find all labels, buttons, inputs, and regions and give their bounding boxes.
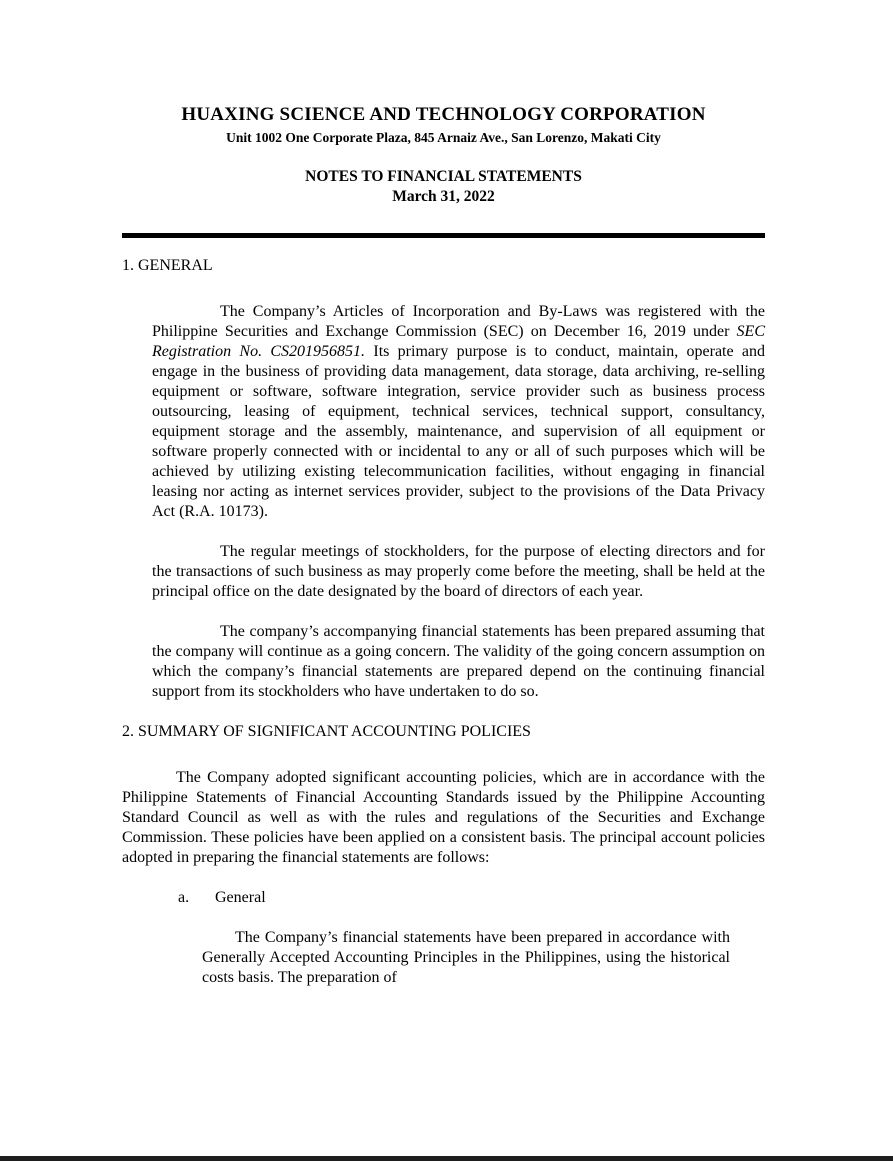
company-address: Unit 1002 One Corporate Plaza, 845 Arnaiz Ave., San Lorenzo, Makati City (226, 130, 661, 145)
document-date: March 31, 2022 (392, 188, 495, 205)
company-name: HUAXING SCIENCE AND TECHNOLOGY CORPORATION (181, 104, 706, 125)
header-rule (122, 233, 765, 238)
document-title: NOTES TO FINANCIAL STATEMENTS (305, 168, 582, 185)
section-general (122, 256, 765, 702)
section-2-heading: 2. SUMMARY OF SIGNIFICANT ACCOUNTING POLICIES (122, 723, 531, 740)
list-item-a (178, 888, 765, 908)
general-paragraph-3: The company’s accompanying financial statements has been prepared assuming that the company will continue as a going concern. The validity of the going concern assumption on which the company’s financial statements are prepared depend on the continuing financial support from its stockholders who have undertaken to do so. (152, 623, 765, 700)
section-accounting-policies (122, 722, 765, 988)
section-1-heading: 1. GENERAL (122, 257, 213, 274)
list-item-a-label: General (215, 889, 266, 906)
general-paragraph-2: The regular meetings of stockholders, for the purpose of electing directors and for the transactions of such business as may properly come before the meeting, shall be held at the principal office on the date designated by the board of directors of each year. (152, 543, 765, 600)
general-paragraph-1-text-before: The Company’s Articles of Incorporation and By-Laws was registered with the Philippine Securities and Exchange Commission (SEC) on December 16, 2019 under (152, 303, 765, 340)
policies-paragraph-1: The Company adopted significant accounting policies, which are in accordance with the Philippine Statements of Financial Accounting Standards issued by the Philippine Accounting Standard Council as well as with the rules and regulations of the Securities and Exchange Commission. These policies have been applied on a consistent basis. The principal account policies adopted in preparing the financial statements are follows: (122, 769, 765, 866)
bottom-page-edge-bar (0, 1156, 893, 1161)
general-paragraph-1-text-after: Its primary purpose is to conduct, maintain, operate and engage in the business of providing data management, data storage, data archiving, re-selling equipment or software, software integration, service provider such as business process outsourcing, leasing of equipment, technical services, technical support, consultancy, equipment storage and the assembly, maintenance, and supervision of all equipment or software properly connected with or incidental to any or all of such purposes which will be achieved by utilizing existing telecommunication facilities, without engaging in financial leasing nor acting as internet services provider, subject to the provisions of the Data Privacy Act (R.A. 10173). (152, 343, 766, 520)
item-a-paragraph: The Company’s financial statements have been prepared in accordance with Generally Accepted Accounting Principles in the Philippines, using the historical costs basis. The preparation of (202, 929, 730, 986)
list-item-a-marker: a. (178, 889, 190, 906)
general-paragraph-1 (152, 302, 765, 522)
document-header (122, 103, 765, 206)
sec-registration-number: SEC Registration No. CS201956851. (152, 323, 765, 360)
